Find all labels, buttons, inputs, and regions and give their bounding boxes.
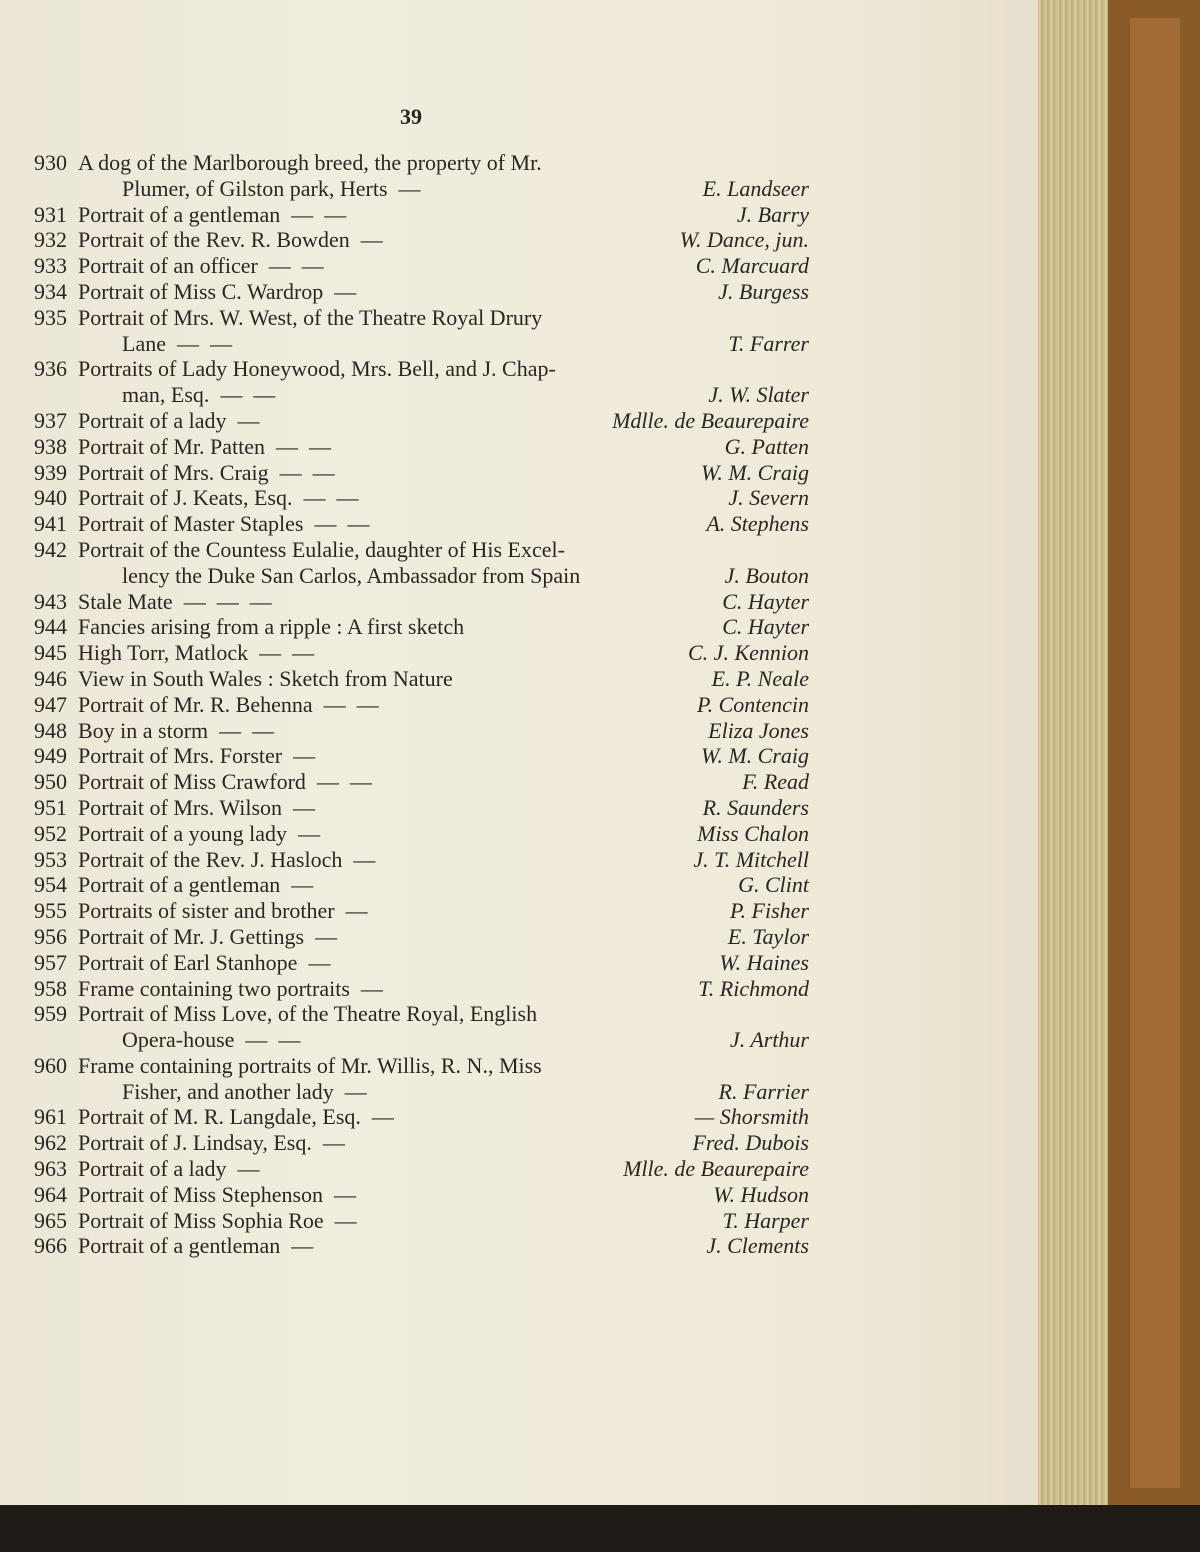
entry-title-line: Portrait of Mrs. Wilson — <box>78 794 316 820</box>
background-strip <box>0 1505 1200 1552</box>
catalogue-entry <box>34 150 809 202</box>
entry-title-line: Lane — — <box>122 330 232 356</box>
page-number: 39 <box>400 104 422 129</box>
entry-title-line: Portrait of a gentleman — <box>78 872 314 898</box>
entry-artist: F. Read <box>742 769 809 795</box>
entry-title <box>78 898 609 924</box>
entry-number: 948 <box>34 717 67 743</box>
entry-artist: T. Harper <box>722 1207 809 1233</box>
entry-title <box>78 976 609 1002</box>
catalogue-entry <box>34 666 809 692</box>
entry-artist: Miss Chalon <box>697 820 809 846</box>
catalogue-entry <box>34 253 809 279</box>
entry-title-line: Plumer, of Gilston park, Herts — <box>122 175 421 201</box>
catalogue-entry <box>34 537 809 589</box>
entry-title-line: Portrait of Master Staples — — <box>78 511 370 537</box>
entry-title-line: Portrait of the Rev. J. Hasloch — <box>78 846 376 872</box>
entry-number: 946 <box>34 665 67 691</box>
entry-artist: R. Farrier <box>718 1078 809 1104</box>
entry-artist: W. M. Craig <box>701 459 809 485</box>
entry-number: 962 <box>34 1130 67 1156</box>
entry-title-line: Boy in a storm — — <box>78 717 275 743</box>
entry-number: 961 <box>34 1104 67 1130</box>
catalogue-entry <box>34 614 809 640</box>
entry-title-line: Portrait of a lady — <box>78 1156 260 1182</box>
entry-number: 940 <box>34 485 67 511</box>
entry-title <box>78 1001 609 1053</box>
entry-artist: W. Hudson <box>713 1181 809 1207</box>
entry-artist: T. Farrer <box>728 330 809 356</box>
entry-title <box>78 1053 609 1105</box>
entry-title <box>78 279 609 305</box>
entry-title-line: Fancies arising from a ripple : A first sketch <box>78 614 465 640</box>
entry-title-line: Portrait of Mr. J. Gettings — <box>78 923 338 949</box>
entry-title <box>78 434 609 460</box>
entry-number: 949 <box>34 743 67 769</box>
entry-title-line: Portrait of J. Lindsay, Esq. — <box>78 1130 345 1156</box>
entry-number: 942 <box>34 536 67 562</box>
entry-number: 960 <box>34 1052 67 1078</box>
catalogue-entry <box>34 202 809 228</box>
entry-title-line: Portrait of Miss Crawford — — <box>78 769 372 795</box>
entry-title <box>78 1156 609 1182</box>
entry-title-line: Portrait of Miss Love, of the Theatre Royal, English <box>78 1001 538 1027</box>
entry-artist: J. Bouton <box>724 562 809 588</box>
entry-artist: — Shorsmith <box>694 1104 809 1130</box>
entry-title-line: Portrait of the Rev. R. Bowden — <box>78 227 383 253</box>
entry-artist: Fred. Dubois <box>692 1130 809 1156</box>
catalogue-entry <box>34 898 809 924</box>
entry-number: 965 <box>34 1207 67 1233</box>
catalogue-entry <box>34 976 809 1002</box>
entry-number: 931 <box>34 201 67 227</box>
entry-artist: E. Landseer <box>702 175 809 201</box>
entry-title-line: lency the Duke San Carlos, Ambassador from Spain <box>122 562 581 588</box>
catalogue-entry <box>34 356 809 408</box>
entry-number: 964 <box>34 1181 67 1207</box>
entry-artist: J. Burgess <box>718 278 809 304</box>
entry-title-line: man, Esq. — — <box>122 382 276 408</box>
catalogue-entry <box>34 1001 809 1053</box>
entry-number: 958 <box>34 975 67 1001</box>
catalogue-entry <box>34 1233 809 1259</box>
entry-title-line: Portrait of Mr. Patten — — <box>78 433 331 459</box>
entry-title <box>78 1182 609 1208</box>
entry-title-line: Portrait of Miss Sophia Roe — <box>78 1207 357 1233</box>
page-edges <box>1038 0 1108 1552</box>
catalogue-entry <box>34 1130 809 1156</box>
entry-title <box>78 950 609 976</box>
entry-artist: E. P. Neale <box>711 665 809 691</box>
catalogue-entry <box>34 821 809 847</box>
entry-title <box>78 150 609 202</box>
catalogue-entry <box>34 511 809 537</box>
entry-number: 933 <box>34 253 67 279</box>
catalogue-entry <box>34 305 809 357</box>
entry-number: 966 <box>34 1233 67 1259</box>
entry-artist: P. Fisher <box>729 898 809 924</box>
entry-title <box>78 202 609 228</box>
entry-title-line: Portrait of a young lady — <box>78 820 320 846</box>
entry-title-line: Portrait of the Countess Eulalie, daughter of His Excel- <box>78 536 565 562</box>
entry-number: 939 <box>34 459 67 485</box>
entry-title <box>78 1233 609 1259</box>
entry-number: 935 <box>34 304 67 330</box>
entry-number: 953 <box>34 846 67 872</box>
entry-title-line: High Torr, Matlock — — <box>78 640 315 666</box>
entry-number: 932 <box>34 227 67 253</box>
catalogue-entry <box>34 408 809 434</box>
entry-number: 957 <box>34 949 67 975</box>
entry-artist: C. J. Kennion <box>688 640 809 666</box>
entry-title <box>78 666 609 692</box>
entry-title-line: Portrait of a gentleman — <box>78 1233 314 1259</box>
entry-title <box>78 1104 609 1130</box>
catalogue-entry <box>34 950 809 976</box>
entry-title <box>78 460 609 486</box>
entry-artist: C. Hayter <box>722 588 809 614</box>
catalogue-entry <box>34 460 809 486</box>
entry-title <box>78 485 609 511</box>
entry-title <box>78 614 609 640</box>
catalogue-entry <box>34 847 809 873</box>
entry-title <box>78 253 609 279</box>
catalogue-entry <box>34 589 809 615</box>
catalogue-entry <box>34 279 809 305</box>
entry-number: 959 <box>34 1001 67 1027</box>
catalogue-entry <box>34 769 809 795</box>
catalogue-entry <box>34 485 809 511</box>
entry-artist: J. Clements <box>706 1233 809 1259</box>
entry-number: 944 <box>34 614 67 640</box>
entry-title-line: Portrait of a lady — <box>78 407 260 433</box>
catalogue-entry <box>34 1208 809 1234</box>
entry-title-line: Stale Mate — — — <box>78 588 272 614</box>
entry-number: 951 <box>34 794 67 820</box>
entry-artist: P. Contencin <box>696 691 809 717</box>
entry-title-line: View in South Wales : Sketch from Nature <box>78 665 453 691</box>
catalogue-entry <box>34 227 809 253</box>
entry-title <box>78 537 609 589</box>
catalogue-entry <box>34 924 809 950</box>
entry-number: 937 <box>34 407 67 433</box>
entry-title <box>78 769 609 795</box>
entry-title <box>78 821 609 847</box>
entry-title-line: Portrait of Mrs. Forster — <box>78 743 316 769</box>
entry-title <box>78 692 609 718</box>
entry-title-line: Portrait of Mr. R. Behenna — — <box>78 691 379 717</box>
entry-title <box>78 1208 609 1234</box>
entry-title-line: Frame containing two portraits — <box>78 975 383 1001</box>
entry-artist: W. Dance, jun. <box>679 227 809 253</box>
entry-title <box>78 589 609 615</box>
cover-inner <box>1130 18 1180 1488</box>
entry-title-line: Portrait of Miss C. Wardrop — <box>78 278 357 304</box>
entry-title <box>78 305 609 357</box>
entry-artist: W. Haines <box>719 949 809 975</box>
catalogue-entry <box>34 743 809 769</box>
entry-artist: A. Stephens <box>706 511 809 537</box>
catalogue-entry <box>34 795 809 821</box>
entry-title-line: Portrait of Mrs. W. West, of the Theatre Royal Drury <box>78 304 543 330</box>
entry-number: 934 <box>34 278 67 304</box>
entry-artist: E. Taylor <box>727 923 809 949</box>
entry-title-line: Fisher, and another lady — <box>122 1078 367 1104</box>
entry-title-line: Portrait of Mrs. Craig — — <box>78 459 335 485</box>
entry-title <box>78 511 609 537</box>
entry-number: 950 <box>34 769 67 795</box>
entry-title-line: Portraits of Lady Honeywood, Mrs. Bell, and J. Chap- <box>78 356 556 382</box>
entry-title <box>78 924 609 950</box>
entry-number: 941 <box>34 511 67 537</box>
entry-artist: G. Patten <box>724 433 809 459</box>
entry-number: 956 <box>34 923 67 949</box>
entry-number: 945 <box>34 640 67 666</box>
entry-title <box>78 718 609 744</box>
entry-artist: G. Clint <box>738 872 809 898</box>
entry-title <box>78 227 609 253</box>
entry-number: 947 <box>34 691 67 717</box>
entry-artist: R. Saunders <box>702 794 809 820</box>
entry-title <box>78 743 609 769</box>
entry-artist: C. Hayter <box>722 614 809 640</box>
entry-artist: T. Richmond <box>698 975 809 1001</box>
entry-artist: Mdlle. de Beaurepaire <box>612 407 809 433</box>
catalogue-entry <box>34 1104 809 1130</box>
entry-title <box>78 872 609 898</box>
entry-artist: C. Marcuard <box>695 253 809 279</box>
entry-title-line: Opera-house — — <box>122 1027 301 1053</box>
entry-artist: J. W. Slater <box>708 382 809 408</box>
entry-title <box>78 1130 609 1156</box>
entry-artist: Eliza Jones <box>708 717 809 743</box>
entry-title <box>78 795 609 821</box>
entry-number: 954 <box>34 872 67 898</box>
entry-artist: J. T. Mitchell <box>693 846 809 872</box>
catalogue-entry <box>34 718 809 744</box>
entry-number: 930 <box>34 150 67 175</box>
entry-title-line: Portrait of a gentleman — — <box>78 201 347 227</box>
entry-title-line: Portraits of sister and brother — <box>78 898 368 924</box>
entry-artist: W. M. Craig <box>701 743 809 769</box>
catalogue-entry <box>34 872 809 898</box>
entry-number: 952 <box>34 820 67 846</box>
entry-number: 943 <box>34 588 67 614</box>
entry-title-line: Portrait of Earl Stanhope — <box>78 949 331 975</box>
entry-number: 936 <box>34 356 67 382</box>
entry-artist: J. Arthur <box>729 1027 809 1053</box>
catalogue-entry <box>34 1182 809 1208</box>
catalogue-entry <box>34 434 809 460</box>
entry-artist: J. Severn <box>728 485 809 511</box>
entry-number: 938 <box>34 433 67 459</box>
entry-title <box>78 356 609 408</box>
catalogue-entry <box>34 1053 809 1105</box>
entry-title <box>78 847 609 873</box>
entry-number: 955 <box>34 898 67 924</box>
entry-title <box>78 408 609 434</box>
catalogue-list <box>34 150 809 1259</box>
entry-title <box>78 640 609 666</box>
entry-title-line: Portrait of J. Keats, Esq. — — <box>78 485 359 511</box>
entry-artist: J. Barry <box>736 201 809 227</box>
entry-title-line: Frame containing portraits of Mr. Willis, R. N., Miss <box>78 1052 542 1078</box>
entry-title-line: Portrait of Miss Stephenson — <box>78 1181 357 1207</box>
entry-artist: Mlle. de Beaurepaire <box>623 1156 809 1182</box>
catalogue-entry <box>34 692 809 718</box>
entry-number: 963 <box>34 1156 67 1182</box>
entry-title-line: Portrait of an officer — — <box>78 253 324 279</box>
entry-title-line: Portrait of M. R. Langdale, Esq. — <box>78 1104 394 1130</box>
catalogue-entry <box>34 1156 809 1182</box>
catalogue-entry <box>34 640 809 666</box>
entry-title-line: A dog of the Marlborough breed, the property of Mr. <box>78 150 542 175</box>
